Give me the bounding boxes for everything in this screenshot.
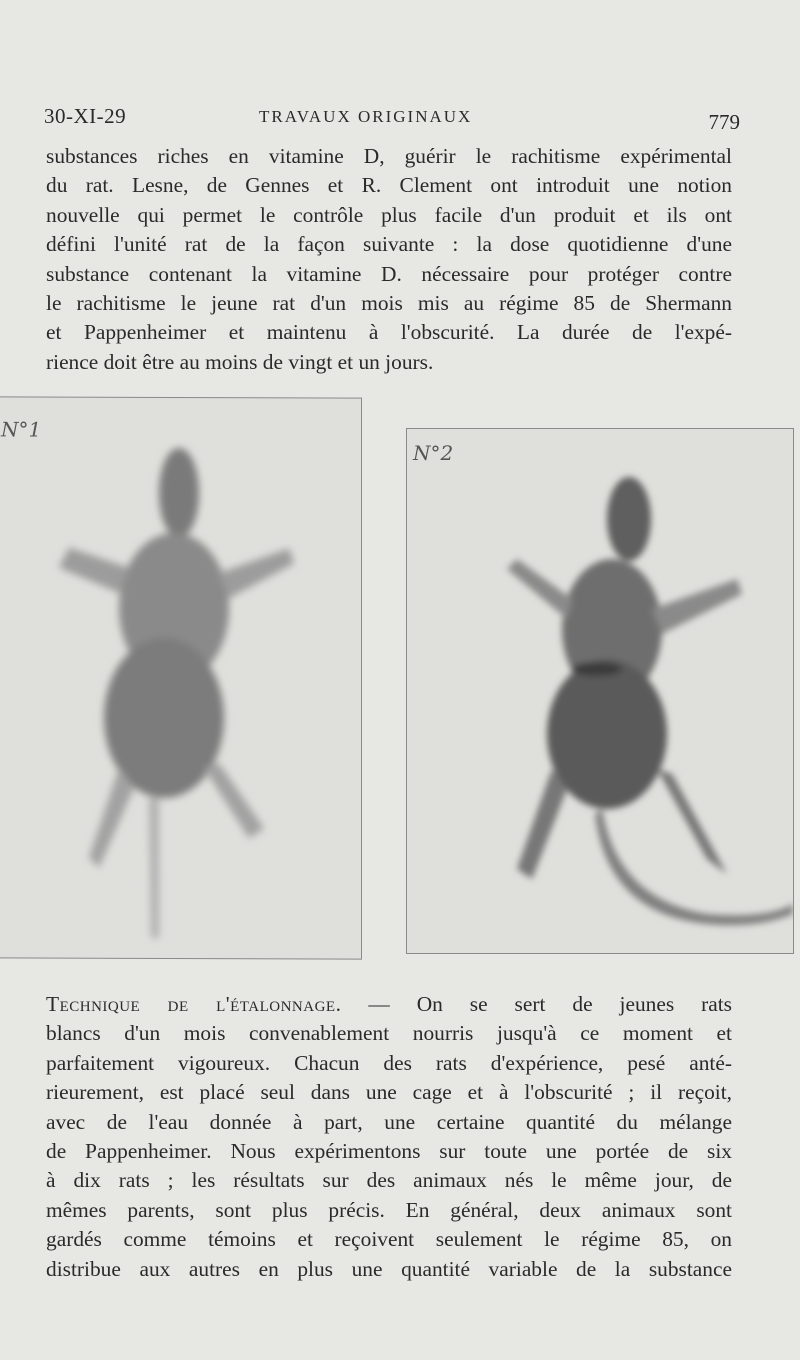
text-line: défini l'unité rat de la façon suivante : la dose quotidienne d'une: [46, 232, 732, 257]
section-heading: Technique de l'étalonnage.: [46, 992, 342, 1016]
text-line: distribue aux autres en plus une quantité variable de la substance: [46, 1256, 732, 1281]
page-number: 779: [708, 110, 740, 134]
running-header: [44, 104, 740, 140]
text-line: mêmes parents, sont plus précis. En général, deux animaux sont: [46, 1197, 732, 1222]
text-line: gardés comme témoins et reçoivent seulement le régime 85, on: [46, 1227, 732, 1252]
header-section-title: TRAVAUX ORIGINAUX: [259, 107, 473, 126]
paragraph-intro: [46, 142, 732, 377]
radiograph-plate-1: [0, 396, 362, 959]
text-line: à dix rats ; les résultats sur des animaux nés le même jour, de: [46, 1168, 732, 1193]
header-date: 30-XI-29: [44, 104, 127, 128]
text-line: et Pappenheimer et maintenu à l'obscurité. La durée de l'expé-: [46, 320, 732, 345]
text-line: rieurement, est placé seul dans une cage et à l'obscurité ; il reçoit,: [46, 1080, 732, 1105]
text-line: nouvelle qui permet le contrôle plus facile d'un produit et ils ont: [46, 202, 732, 227]
plate-2-label: N°2: [413, 441, 454, 465]
text-line: avec de l'eau donnée à part, une certaine quantité du mélange: [46, 1109, 732, 1134]
radiograph-plate-2: [406, 428, 794, 954]
paragraph-technique: [46, 990, 732, 1284]
text-line: blancs d'un mois convenablement nourris jusqu'à ce moment et: [46, 1021, 732, 1046]
rat-radiograph-2-image: [407, 429, 793, 953]
text-line: [46, 990, 732, 1019]
text-line: de Pappenheimer. Nous expérimentons sur toute une portée de six: [46, 1139, 732, 1164]
text-segment: — On se sert de jeunes rats: [341, 992, 732, 1016]
text-line: le rachitisme le jeune rat d'un mois mis au régime 85 de Shermann: [46, 291, 732, 316]
text-line: du rat. Lesne, de Gennes et R. Clement ont introduit une notion: [46, 173, 732, 198]
text-line: parfaitement vigoureux. Chacun des rats d'expérience, pesé anté-: [46, 1050, 732, 1075]
text-line: substance contenant la vitamine D. nécessaire pour protéger contre: [46, 261, 732, 286]
rat-radiograph-1-image: [0, 397, 361, 958]
plate-1-label: N°1: [1, 417, 42, 442]
text-line: rience doit être au moins de vingt et un jours.: [46, 349, 434, 374]
text-line: substances riches en vitamine D, guérir le rachitisme expérimental: [46, 144, 732, 168]
